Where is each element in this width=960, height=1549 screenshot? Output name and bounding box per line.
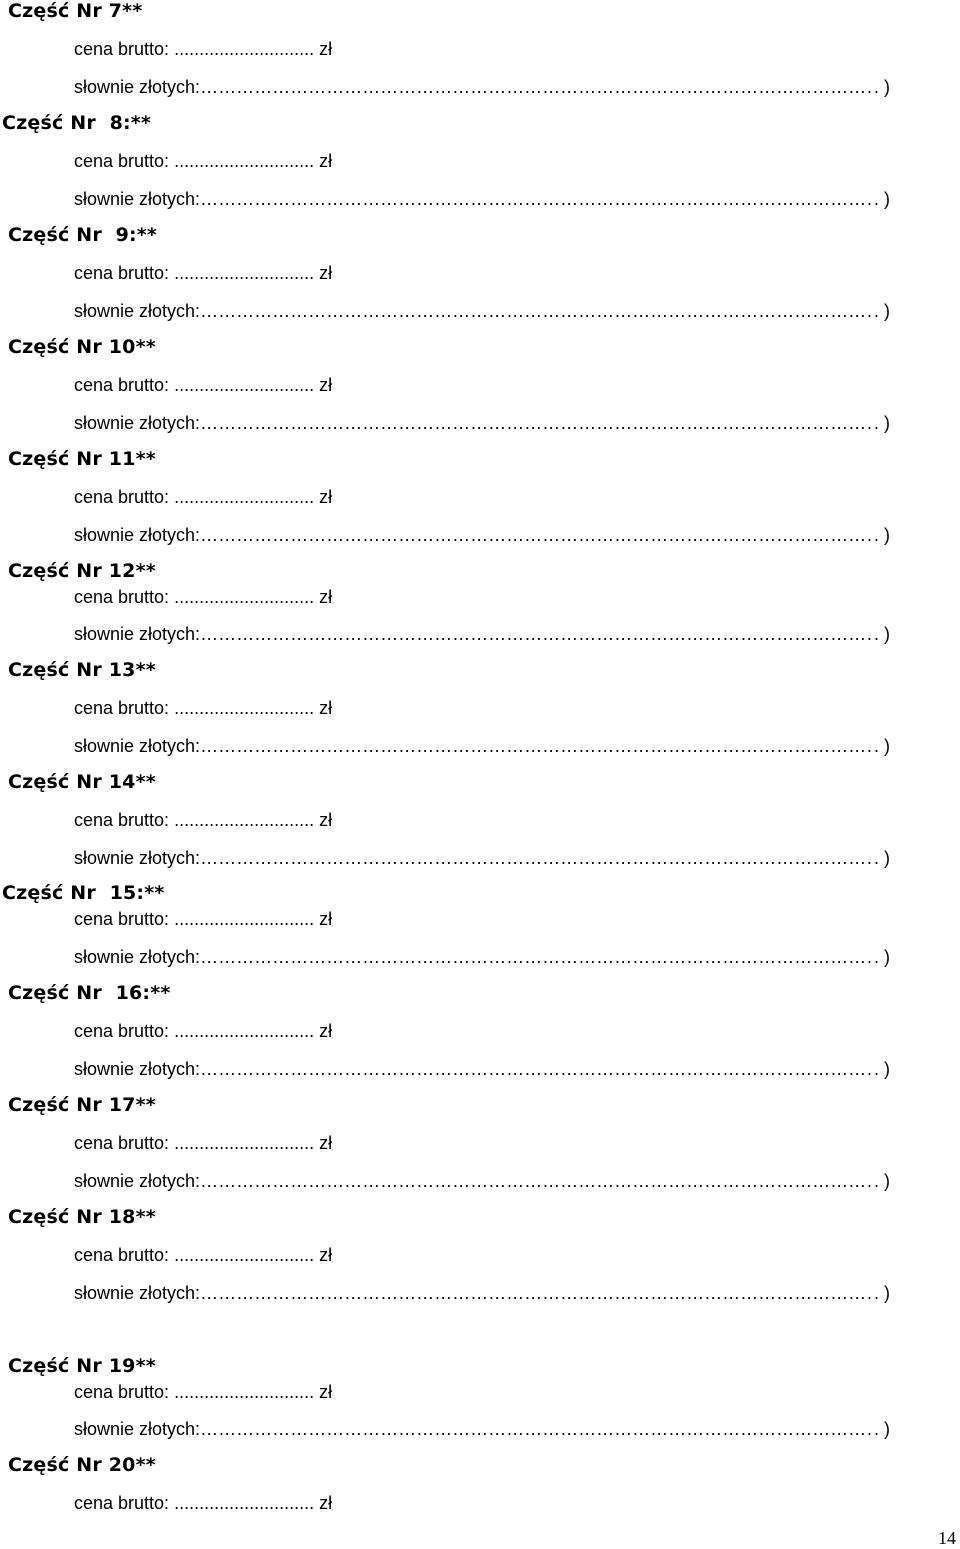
amount-in-words-end: . ) <box>874 525 890 545</box>
dotted-leader <box>200 1172 874 1190</box>
amount-in-words-line <box>74 78 890 96</box>
part-heading: Część Nr 17** <box>8 1094 156 1116</box>
gross-price-line: cena brutto: ............................ zł <box>74 487 333 507</box>
gross-price-line: cena brutto: ............................ zł <box>74 39 333 59</box>
gross-price-line: cena brutto: ............................ zł <box>74 263 333 283</box>
dotted-leader <box>200 1060 874 1078</box>
amount-in-words-label: słownie złotych: <box>74 301 201 321</box>
amount-in-words-label: słownie złotych: <box>74 1419 201 1439</box>
amount-in-words-label: słownie złotych: <box>74 736 201 756</box>
amount-in-words-line <box>74 526 890 544</box>
dotted-leader <box>200 625 874 643</box>
part-heading: Część Nr 19** <box>8 1355 156 1377</box>
dotted-leader <box>200 737 874 755</box>
amount-in-words-end: . ) <box>874 736 890 756</box>
gross-price-line: cena brutto: ............................ zł <box>74 1382 333 1402</box>
gross-price-line: cena brutto: ............................ zł <box>74 698 333 718</box>
amount-in-words-line <box>74 849 890 867</box>
part-heading: Część Nr 10** <box>8 336 156 358</box>
dotted-leader <box>200 849 874 867</box>
amount-in-words-end: . ) <box>874 189 890 209</box>
part-heading: Część Nr 14** <box>8 771 156 793</box>
gross-price-line: cena brutto: ............................ zł <box>74 810 333 830</box>
dotted-leader <box>200 414 874 432</box>
amount-in-words-end: . ) <box>874 77 890 97</box>
dotted-leader <box>200 78 874 96</box>
part-heading: Część Nr 18** <box>8 1206 156 1228</box>
amount-in-words-line <box>74 1420 890 1438</box>
amount-in-words-end: . ) <box>874 301 890 321</box>
part-heading: Część Nr 20** <box>8 1454 156 1476</box>
gross-price-line: cena brutto: ............................ zł <box>74 375 333 395</box>
amount-in-words-end: . ) <box>874 947 890 967</box>
page-number: 14 <box>938 1528 956 1548</box>
amount-in-words-line <box>74 1060 890 1078</box>
part-heading: Część Nr 11** <box>8 448 156 470</box>
dotted-leader <box>200 1420 874 1438</box>
amount-in-words-label: słownie złotych: <box>74 1283 201 1303</box>
gross-price-line: cena brutto: ............................ zł <box>74 909 333 929</box>
amount-in-words-end: . ) <box>874 624 890 644</box>
dotted-leader <box>200 1284 874 1302</box>
amount-in-words-label: słownie złotych: <box>74 77 201 97</box>
amount-in-words-end: . ) <box>874 1419 890 1439</box>
amount-in-words-label: słownie złotych: <box>74 413 201 433</box>
amount-in-words-line <box>74 1172 890 1190</box>
part-heading: Część Nr 9:** <box>8 224 158 246</box>
part-heading: Część Nr 16:** <box>8 982 171 1004</box>
amount-in-words-line <box>74 737 890 755</box>
amount-in-words-end: . ) <box>874 413 890 433</box>
amount-in-words-label: słownie złotych: <box>74 1171 201 1191</box>
part-heading: Część Nr 7** <box>8 0 143 22</box>
part-heading: Część Nr 13** <box>8 659 156 681</box>
amount-in-words-end: . ) <box>874 1171 890 1191</box>
amount-in-words-line <box>74 948 890 966</box>
dotted-leader <box>200 526 874 544</box>
gross-price-line: cena brutto: ............................ zł <box>74 151 333 171</box>
amount-in-words-line <box>74 625 890 643</box>
part-heading: Część Nr 12** <box>8 560 156 582</box>
amount-in-words-label: słownie złotych: <box>74 947 201 967</box>
amount-in-words-label: słownie złotych: <box>74 189 201 209</box>
gross-price-line: cena brutto: ............................ zł <box>74 1021 333 1041</box>
dotted-leader <box>200 948 874 966</box>
amount-in-words-line <box>74 190 890 208</box>
part-heading: Część Nr 8:** <box>2 112 152 134</box>
amount-in-words-line <box>74 302 890 320</box>
part-heading: Część Nr 15:** <box>2 882 165 904</box>
gross-price-line: cena brutto: ............................ zł <box>74 1493 333 1513</box>
gross-price-line: cena brutto: ............................ zł <box>74 1133 333 1153</box>
amount-in-words-label: słownie złotych: <box>74 624 201 644</box>
amount-in-words-line <box>74 1284 890 1302</box>
dotted-leader <box>200 302 874 320</box>
amount-in-words-label: słownie złotych: <box>74 525 201 545</box>
amount-in-words-end: . ) <box>874 1059 890 1079</box>
dotted-leader <box>200 190 874 208</box>
amount-in-words-end: . ) <box>874 1283 890 1303</box>
amount-in-words-label: słownie złotych: <box>74 848 201 868</box>
gross-price-line: cena brutto: ............................ zł <box>74 1245 333 1265</box>
amount-in-words-label: słownie złotych: <box>74 1059 201 1079</box>
amount-in-words-end: . ) <box>874 848 890 868</box>
gross-price-line: cena brutto: ............................ zł <box>74 587 333 607</box>
amount-in-words-line <box>74 414 890 432</box>
